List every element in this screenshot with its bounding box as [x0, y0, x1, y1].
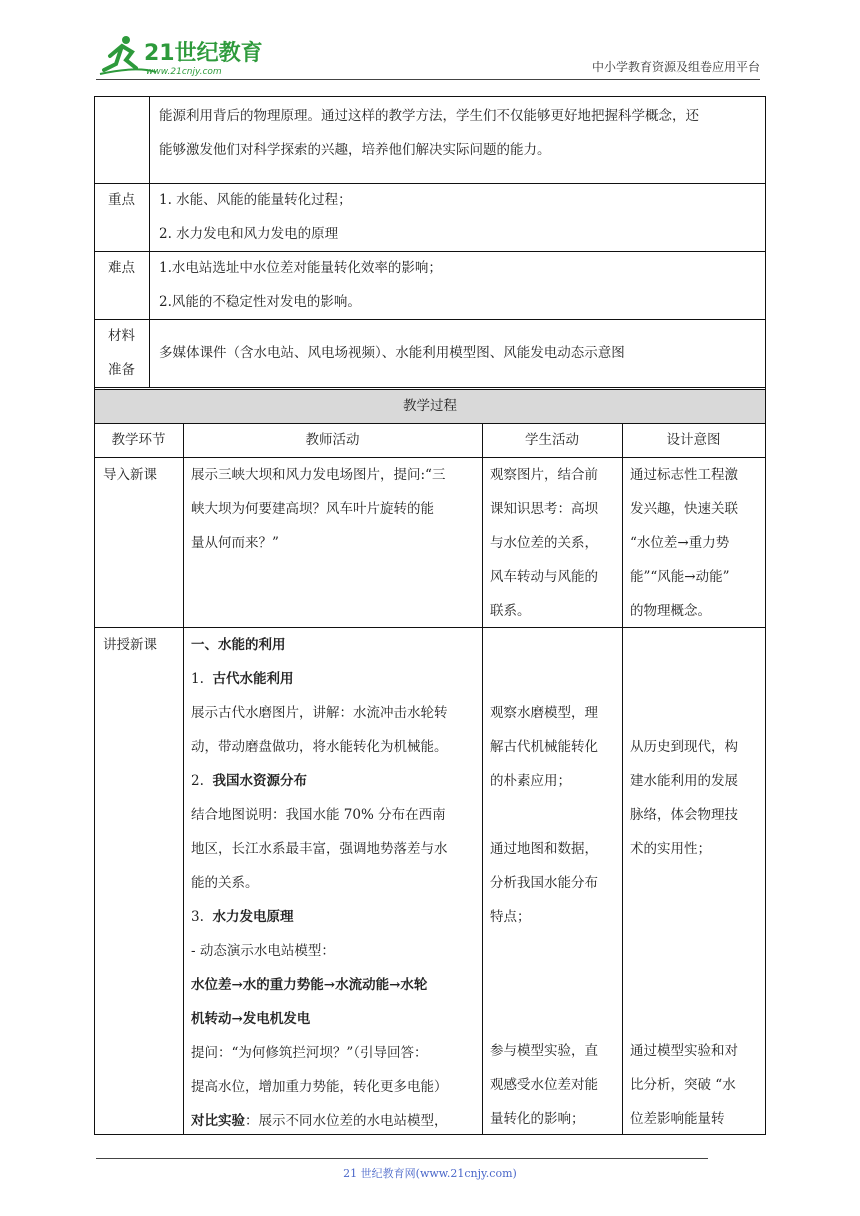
row1-teacher: 展示三峡大坝和风力发电场图片，提问:“三 峡大坝为何要建高坝？风车叶片旋转的能 量从何而来？”	[191, 467, 446, 551]
row1-intent: 通过标志性工程激 发兴趣，快速关联 “水位差→重力势 能”“风能→动能” 的物理概念。	[630, 467, 738, 619]
row1-stage: 导入新课	[103, 467, 157, 483]
row2-student-b: 通过地图和数据， 分析我国水能分布 特点；	[490, 841, 598, 925]
footer-divider	[96, 1158, 708, 1159]
row2-student-c: 参与模型实验，直 观感受水位差对能 量转化的影响；	[490, 1043, 598, 1127]
row2-intent-a: 从历史到现代，构 建水能利用的发展 脉络，体会物理技 术的实用性；	[630, 739, 738, 857]
difficulties-label: 难点	[108, 260, 135, 276]
row2-stage: 讲授新课	[103, 637, 157, 653]
row2-student-a: 观察水磨模型，理 解古代机械能转化 的朴素应用；	[490, 705, 598, 789]
row2-intent-b: 通过模型实验和对 比分析，突破 “水 位差影响能量转	[630, 1043, 738, 1127]
logo	[96, 34, 266, 78]
subheading-3: 3. 水力发电原理	[191, 909, 294, 925]
difficulties: 1.水电站选址中水位差对能量转化效率的影响； 2.风能的不稳定性对发电的影响。	[159, 260, 442, 310]
row2-teacher: 一、水能的利用 1. 古代水能利用 展示古代水磨图片，讲解：水流冲击水轮转 动，带动磨盘做功，将水能转化为机械能。 2. 我国水资源分布 结合地图说明：我国水能 70% 分布在西南 地区，长江水系最丰富，强调地势落差与水 能的关系。 3. 水力发电原理 - 动态演示水电站模型： 水位差→水的重力势能→水流动能→水轮 机转动→发电机发电 提问：“为何修筑拦河坝？”（引导回答： 提高水位，增加重力势能，转化更多电能） 对比实验：展示不同水位差的水电站模型，	[191, 628, 448, 1138]
subheading-1: 1. 古代水能利用	[191, 671, 294, 687]
materials-text: 多媒体课件（含水电站、风电场视频）、水能利用模型图、风能发电动态示意图	[159, 345, 625, 361]
logo-url: www.21cnjy.com	[146, 67, 222, 77]
col-header-stage: 教学环节	[111, 432, 166, 448]
process-title: 教学过程	[403, 398, 457, 414]
materials-label: 材料 准备	[108, 328, 135, 378]
comparison-experiment: 对比实验：展示不同水位差的水电站模型，	[191, 1113, 448, 1129]
col-header-intent: 设计意图	[666, 432, 721, 448]
key-points-label: 重点	[108, 192, 135, 208]
subheading-2: 2. 我国水资源分布	[191, 773, 307, 789]
intro-paragraph: 能源利用背后的物理原理。通过这样的教学方法，学生们不仅能够更好地把握科学概念，还 能够激发他们对科学探索的兴趣，培养他们解决实际问题的能力。	[159, 108, 699, 158]
col-header-teacher: 教师活动	[305, 432, 360, 448]
platform-name: 中小学教育资源及组卷应用平台	[591, 60, 760, 74]
page-header	[96, 32, 760, 80]
logo-text: 21世纪教育	[144, 41, 263, 66]
energy-chain: 水位差→水的重力势能→水流动能→水轮	[191, 977, 428, 993]
col-header-student: 学生活动	[525, 432, 579, 448]
key-points: 1. 水能、风能的能量转化过程； 2. 水力发电和风力发电的原理	[159, 192, 352, 242]
footer-link[interactable]: 21 世纪教育网(www.21cnjy.com)	[343, 1167, 517, 1180]
row1-student: 观察图片，结合前 课知识思考：高坝 与水位差的关系， 风车转动与风能的 联系。	[490, 467, 598, 619]
section-heading: 一、水能的利用	[191, 637, 286, 653]
header-divider	[96, 79, 760, 80]
